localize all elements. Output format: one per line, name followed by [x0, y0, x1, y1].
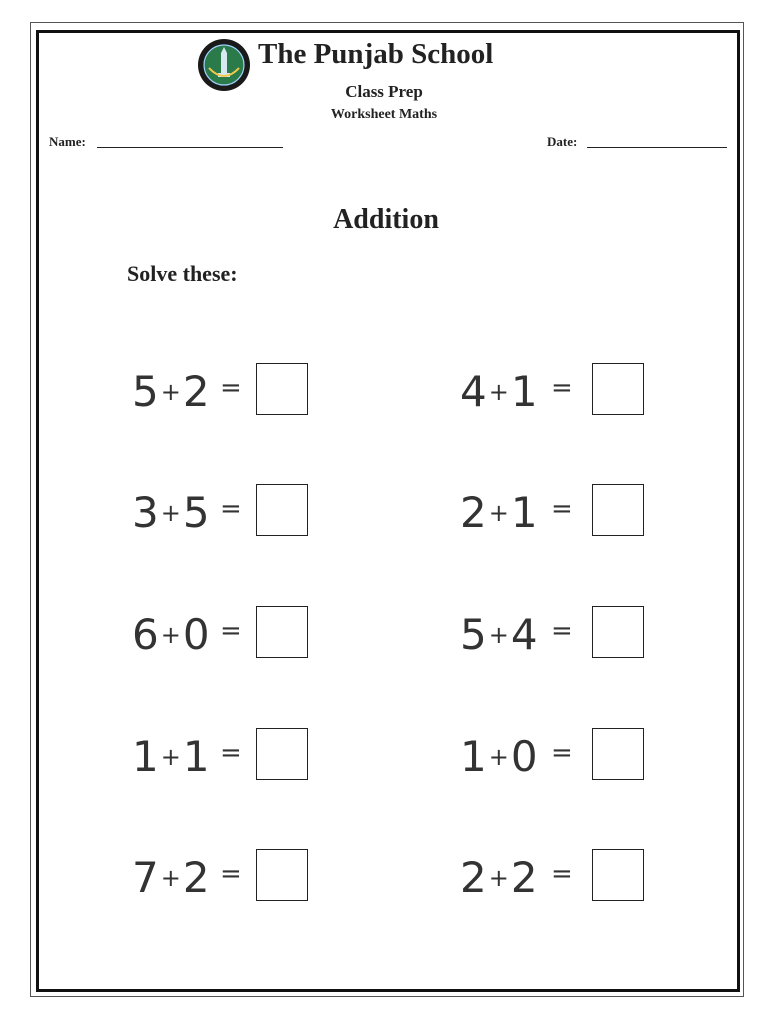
problem-operand-a: 7 [132, 853, 159, 902]
problem-operand-b: 4 [510, 610, 538, 659]
problem-operand-a: 2 [460, 853, 487, 902]
problem-operand-a: 1 [132, 732, 159, 781]
plus-sign: + [160, 378, 181, 406]
problem-operand-a: 4 [460, 367, 487, 416]
answer-box[interactable] [256, 606, 308, 658]
problem-operand-b: 1 [182, 732, 210, 781]
equals-sign: = [220, 859, 242, 889]
equals-sign: = [220, 373, 242, 403]
problem-operand-b: 1 [510, 367, 538, 416]
problem-3 [132, 483, 314, 543]
class-name: Class Prep [345, 82, 423, 101]
equals-sign: = [551, 494, 573, 524]
problem-5 [132, 605, 314, 665]
plus-sign: + [160, 499, 181, 527]
plus-sign: + [160, 864, 181, 892]
name-field-line[interactable] [97, 147, 283, 148]
plus-sign: + [488, 864, 509, 892]
date-label: Date: [547, 134, 578, 149]
plus-sign: + [160, 621, 181, 649]
problem-operand-b: 2 [182, 367, 210, 416]
equals-sign: = [220, 616, 242, 646]
problem-operand-a: 5 [132, 367, 159, 416]
plus-sign: + [488, 743, 509, 771]
problem-10 [460, 848, 650, 908]
answer-box[interactable] [256, 849, 308, 901]
problem-operand-b: 0 [182, 610, 210, 659]
problem-9 [132, 848, 314, 908]
answer-box[interactable] [256, 484, 308, 536]
problem-operand-a: 2 [460, 488, 487, 537]
name-label: Name: [49, 134, 86, 149]
problem-1 [132, 362, 314, 422]
worksheet-heading: Addition [333, 204, 439, 235]
plus-sign: + [488, 621, 509, 649]
equals-sign: = [551, 738, 573, 768]
answer-box[interactable] [592, 728, 644, 780]
problem-operand-b: 2 [182, 853, 210, 902]
plus-sign: + [488, 378, 509, 406]
equals-sign: = [551, 859, 573, 889]
problem-2 [460, 362, 650, 422]
answer-box[interactable] [592, 363, 644, 415]
answer-box[interactable] [592, 484, 644, 536]
problem-operand-a: 3 [132, 488, 159, 537]
answer-box[interactable] [592, 849, 644, 901]
problem-4 [460, 483, 650, 543]
equals-sign: = [220, 494, 242, 524]
answer-box[interactable] [592, 606, 644, 658]
worksheet-subtitle: Worksheet Maths [330, 107, 438, 122]
problem-operand-a: 6 [132, 610, 159, 659]
answer-box[interactable] [256, 363, 308, 415]
plus-sign: + [160, 743, 181, 771]
worksheet-instruction: Solve these: [127, 261, 238, 286]
problem-operand-b: 0 [510, 732, 538, 781]
problem-7 [132, 727, 314, 787]
problem-6 [460, 605, 650, 665]
equals-sign: = [551, 373, 573, 403]
plus-sign: + [488, 499, 509, 527]
problem-operand-b: 5 [182, 488, 210, 537]
equals-sign: = [551, 616, 573, 646]
problem-operand-b: 1 [510, 488, 538, 537]
answer-box[interactable] [256, 728, 308, 780]
problem-operand-a: 5 [460, 610, 487, 659]
problem-8 [460, 727, 650, 787]
problem-operand-b: 2 [510, 853, 538, 902]
problem-operand-a: 1 [460, 732, 487, 781]
school-name: The Punjab School [258, 38, 494, 70]
equals-sign: = [220, 738, 242, 768]
date-field-line[interactable] [587, 147, 727, 148]
